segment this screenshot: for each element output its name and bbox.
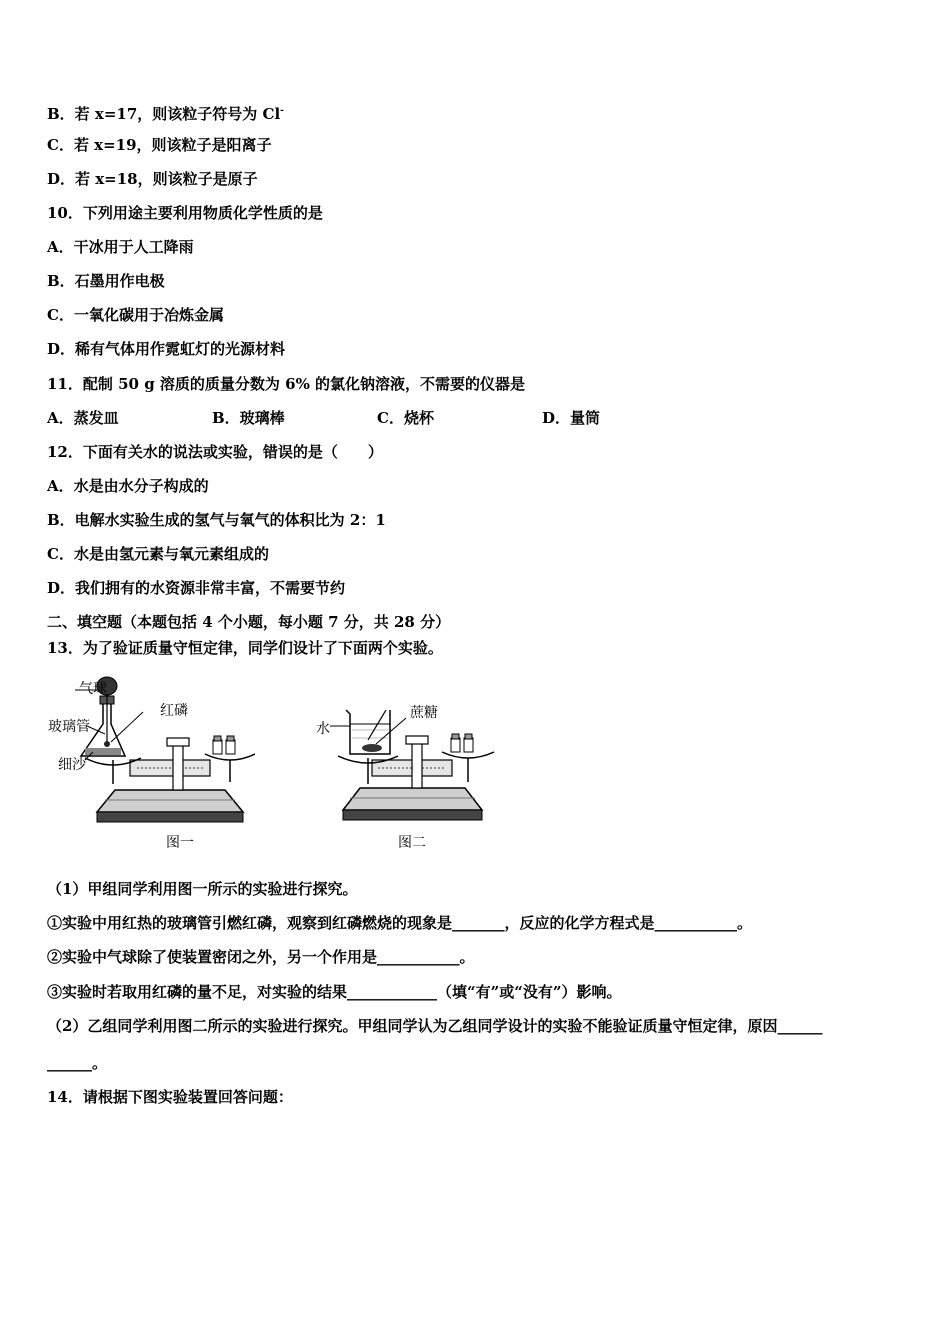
label-red-phosphorus: 红磷 bbox=[160, 703, 188, 719]
q12-option-a: A．水是由水分子构成的 bbox=[47, 477, 209, 495]
q9-option-d: D．若 x=18，则该粒子是原子 bbox=[47, 170, 258, 188]
q11-option-b: B．玻璃棒 bbox=[212, 409, 285, 427]
figure-1 bbox=[45, 672, 255, 857]
q13-part1-item2: ②实验中气球除了使装置密闭之外，另一个作用是___________。 bbox=[47, 948, 475, 966]
q12-stem: 12．下面有关水的说法或实验，错误的是（ ） bbox=[47, 443, 383, 461]
figure-1-caption: 图一 bbox=[166, 835, 194, 851]
q12-option-b: B．电解水实验生成的氢气与氧气的体积比为 2：1 bbox=[47, 511, 386, 529]
q12-option-d: D．我们拥有的水资源非常丰富，不需要节约 bbox=[47, 579, 346, 597]
chloride-charge: - bbox=[280, 106, 284, 116]
q14-stem: 14．请根据下图实验装置回答问题： bbox=[47, 1088, 293, 1106]
q11-option-d: D．量筒 bbox=[542, 409, 601, 427]
section2-heading: 二、填空题（本题包括 4 个小题，每小题 7 分，共 28 分） bbox=[47, 613, 451, 631]
q13-part1-item1: ①实验中用红热的玻璃管引燃红磷，观察到红磷燃烧的现象是_______，反应的化学方程式是___________。 bbox=[47, 914, 753, 932]
q13-part1-item3: ③实验时若取用红磷的量不足，对实验的结果____________（填“有”或“没有”）影响。 bbox=[47, 983, 622, 1001]
q13-stem: 13．为了验证质量守恒定律，同学们设计了下面两个实验。 bbox=[47, 639, 443, 657]
figure-2 bbox=[310, 700, 510, 857]
q10-option-c: C．一氧化碳用于冶炼金属 bbox=[47, 306, 224, 324]
label-fine-sand: 细沙 bbox=[58, 757, 86, 773]
q10-option-b: B．石墨用作电极 bbox=[47, 272, 165, 290]
q12-option-c: C．水是由氢元素与氧元素组成的 bbox=[47, 545, 269, 563]
figure-1-drawing bbox=[45, 672, 255, 832]
q9-option-b: B．若 x=17，则该粒子符号为 Cl- bbox=[47, 105, 284, 123]
q13-part2: （2）乙组同学利用图二所示的实验进行探究。甲组同学认为乙组同学设计的实验不能验证质量守恒定律，原因______ bbox=[47, 1017, 823, 1035]
q10-option-a: A．干冰用于人工降雨 bbox=[47, 238, 194, 256]
label-water: 水 bbox=[316, 721, 330, 737]
q13-part2-continued: ______。 bbox=[47, 1054, 108, 1072]
q10-stem: 10．下列用途主要利用物质化学性质的是 bbox=[47, 204, 323, 222]
q11-stem: 11．配制 50 g 溶质的质量分数为 6% 的氯化钠溶液，不需要的仪器是 bbox=[47, 375, 526, 393]
q10-option-d: D．稀有气体用作霓虹灯的光源材料 bbox=[47, 340, 286, 358]
q11-option-c: C．烧杯 bbox=[377, 409, 434, 427]
q11-option-a: A．蒸发皿 bbox=[47, 409, 119, 427]
label-sucrose: 蔗糖 bbox=[410, 705, 438, 721]
label-glass-tube: 玻璃管 bbox=[48, 719, 90, 735]
figure-2-caption: 图二 bbox=[398, 835, 426, 851]
q9-option-c: C．若 x=19，则该粒子是阳离子 bbox=[47, 136, 272, 154]
label-balloon: 气球 bbox=[79, 681, 107, 697]
q13-part1: （1）甲组同学利用图一所示的实验进行探究。 bbox=[47, 880, 358, 898]
